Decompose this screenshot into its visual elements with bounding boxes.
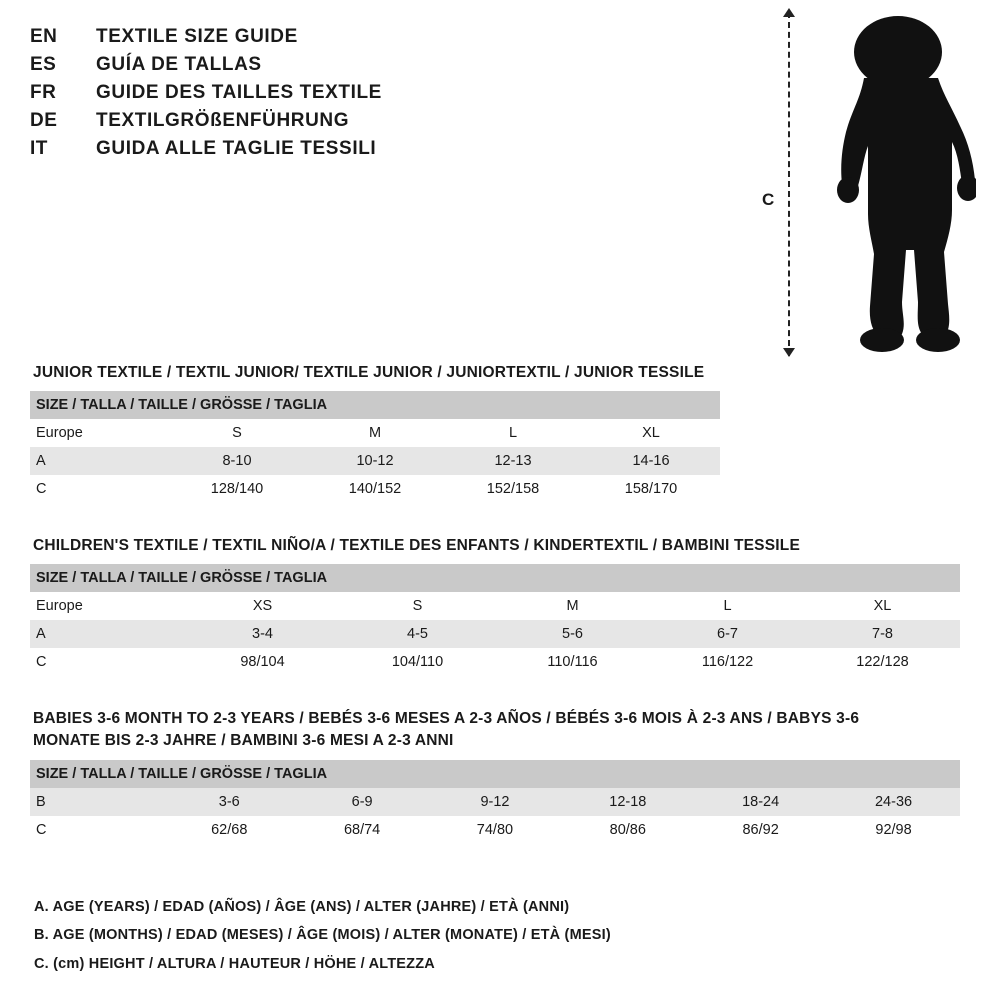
cell: 24-36 (874, 793, 913, 810)
height-dashed-line (788, 12, 790, 356)
row-label: C (36, 481, 47, 498)
title-lang-es: ES (30, 54, 57, 75)
footnote-c: C. (cm) HEIGHT / ALTURA / HAUTEUR / HÖHE / ALTEZZA (34, 955, 435, 972)
table-row (30, 419, 720, 447)
section-babies-heading: BABIES 3-6 MONTH TO 2-3 YEARS / BEBÉS 3-6 MESES A 2-3 AÑOS / BÉBÉS 3-6 MOIS À 2-3 ANS / BABYS 3-6 MONATE BIS 2-3 JAHRE / BAMBINI 3-6 MESI A 2-3 ANNI (33, 710, 860, 750)
title-row-fr (30, 82, 460, 104)
cell: 3-6 (218, 793, 240, 810)
title-text-it: GUIDA ALLE TAGLIE TESSILI (96, 138, 377, 159)
title-row-de (30, 110, 460, 132)
children-size-table (30, 564, 960, 676)
cell: 92/98 (875, 821, 912, 838)
table-row (30, 816, 960, 844)
table-header-row (30, 391, 720, 419)
cell: 4-5 (407, 626, 428, 643)
table-row (30, 475, 720, 503)
cell: 152/158 (486, 481, 540, 498)
title-lang-de: DE (30, 110, 58, 131)
cell: 8-10 (222, 453, 252, 470)
cell: 10-12 (356, 453, 394, 470)
title-lang-it: IT (30, 138, 48, 159)
title-block (30, 26, 460, 166)
cell: L (508, 425, 518, 442)
footnote-a: A. AGE (YEARS) / EDAD (AÑOS) / ÂGE (ANS) / ALTER (JAHRE) / ETÀ (ANNI) (34, 899, 570, 915)
cell: 14-16 (632, 453, 670, 470)
row-label: A (36, 626, 46, 643)
children-table-header: SIZE / TALLA / TAILLE / GRÖSSE / TAGLIA (36, 570, 328, 587)
cell: 158/170 (624, 481, 678, 498)
cell: 74/80 (476, 821, 514, 838)
title-text-fr: GUIDE DES TAILLES TEXTILE (96, 82, 382, 103)
section-babies (30, 708, 960, 844)
row-label: C (36, 654, 47, 671)
child-silhouette-icon (806, 14, 976, 354)
cell: 80/86 (609, 821, 646, 838)
section-children (30, 535, 960, 676)
title-row-it (30, 138, 460, 160)
cell: 9-12 (480, 793, 510, 810)
height-measure-figure (740, 8, 980, 358)
junior-size-table (30, 391, 720, 503)
babies-size-table (30, 760, 960, 844)
title-text-es: GUÍA DE TALLAS (96, 54, 262, 75)
cell: XS (252, 598, 273, 615)
title-row-es (30, 54, 460, 76)
cell: 18-24 (742, 793, 780, 810)
cell: 3-4 (252, 626, 273, 643)
cell: XL (873, 598, 892, 615)
arrow-up-icon (783, 8, 795, 17)
cell: 68/74 (343, 821, 381, 838)
cell: 122/128 (856, 654, 909, 671)
cell: 110/116 (547, 654, 598, 671)
footnote-b: B. AGE (MONTHS) / EDAD (MESES) / ÂGE (MOIS) / ALTER (MONATE) / ETÀ (MESI) (34, 927, 611, 944)
footnotes (34, 893, 611, 978)
cell: M (566, 598, 579, 615)
row-label: A (36, 453, 46, 470)
section-junior (30, 362, 720, 503)
arrow-down-icon (783, 348, 795, 357)
cell: 104/110 (391, 654, 444, 671)
cell: 7-8 (872, 626, 893, 643)
cell: 62/68 (211, 821, 248, 838)
row-label: Europe (36, 598, 83, 615)
cell: 12-13 (494, 453, 532, 470)
cell: 12-18 (609, 793, 647, 810)
section-junior-heading: JUNIOR TEXTILE / TEXTIL JUNIOR/ TEXTILE JUNIOR / JUNIORTEXTIL / JUNIOR TESSILE (33, 364, 705, 381)
cell: XL (642, 425, 660, 442)
table-row (30, 788, 960, 816)
table-row (30, 620, 960, 648)
title-row-en (30, 26, 460, 48)
title-lang-en: EN (30, 26, 58, 47)
title-text-en: TEXTILE SIZE GUIDE (96, 26, 298, 47)
height-measure-label: C (762, 190, 775, 209)
table-header-row (30, 564, 960, 592)
table-row (30, 447, 720, 475)
row-label: B (36, 793, 46, 810)
row-label: Europe (36, 425, 83, 442)
row-label: C (36, 821, 47, 838)
babies-table-header: SIZE / TALLA / TAILLE / GRÖSSE / TAGLIA (36, 765, 328, 782)
title-lang-fr: FR (30, 82, 57, 103)
section-children-heading: CHILDREN'S TEXTILE / TEXTIL NIÑO/A / TEXTILE DES ENFANTS / KINDERTEXTIL / BAMBINI TESSILE (33, 537, 800, 554)
cell: L (723, 598, 732, 615)
cell: S (412, 598, 423, 615)
cell: 140/152 (348, 481, 402, 498)
table-header-row (30, 760, 960, 788)
cell: 6-7 (717, 626, 738, 643)
title-text-de: TEXTILGRÖßENFÜHRUNG (96, 110, 350, 131)
cell: 98/104 (240, 654, 285, 671)
cell: 6-9 (351, 793, 373, 810)
table-row (30, 592, 960, 620)
cell: S (232, 425, 242, 442)
cell: 86/92 (742, 821, 779, 838)
junior-table-header: SIZE / TALLA / TAILLE / GRÖSSE / TAGLIA (36, 397, 328, 414)
cell: 128/140 (210, 481, 264, 498)
cell: 116/122 (701, 654, 754, 671)
cell: 5-6 (562, 626, 583, 643)
cell: M (368, 425, 382, 442)
table-row (30, 648, 960, 676)
